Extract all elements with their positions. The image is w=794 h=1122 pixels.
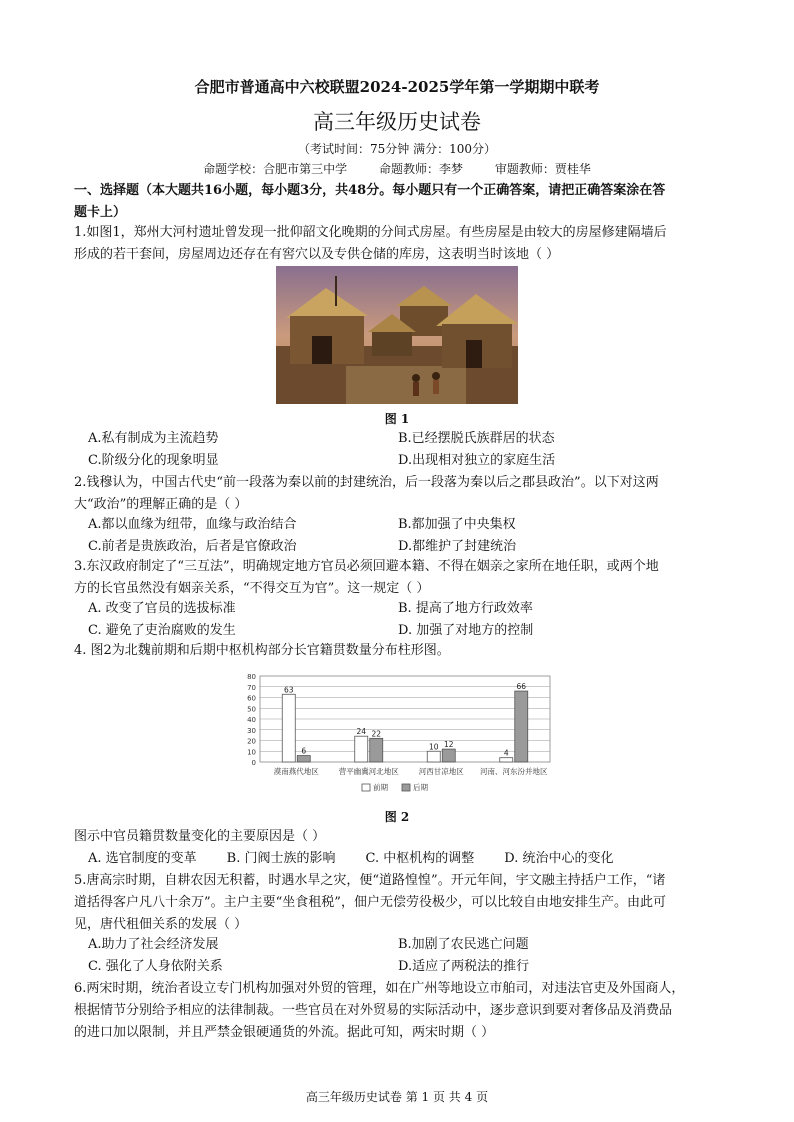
legend-swatch [362,784,370,791]
figure-1-caption: 图 1 [384,412,410,426]
y-tick-label: 30 [247,726,256,735]
option-c: C. 避免了吏治腐败的发生 [88,623,236,638]
legend-label: 前期 [373,783,388,792]
data-label: 12 [443,740,454,750]
y-tick-label: 80 [247,673,256,681]
option-b: B.已经摆脱氏族群居的状态 [398,431,555,446]
y-tick-label: 0 [251,759,256,767]
bar-前期-0 [282,694,295,762]
figure-1-image [276,266,518,404]
section-heading: 一、选择题（本大题共16小题，每小题3分，共48分。每小题只有一个正确答案，请把正确答案涂在答 题卡上） [74,183,666,220]
question-3-options [88,598,728,642]
y-tick-label: 60 [247,694,256,703]
author-line [0,160,794,177]
y-tick-label: 50 [247,705,256,714]
option-a: A. 选官制度的变革 [88,851,197,866]
category-label: 河南、河东汾并地区 [480,767,548,776]
bar-后期-2 [442,749,455,762]
bar-前期-1 [355,736,368,762]
category-label: 漠南燕代地区 [273,767,319,776]
y-tick-label: 40 [247,716,256,724]
y-tick-label: 20 [247,737,256,746]
option-b: B. 提高了地方行政效率 [398,601,533,616]
category-label: 河西甘凉地区 [418,767,464,776]
question-3-stem: 3.东汉政府制定了“三互法”，明确规定地方官员必须回避本籍、不得在姻亲之家所在地任职，或两个地 方的长官虽然没有姻亲关系，“不得交互为官”。这一规定（ ） [74,559,659,596]
figure-2-bar-chart [236,664,556,806]
author: 命题教师：李梦 [378,162,463,176]
option-d: D. 统治中心的变化 [504,851,614,866]
figure-2-caption: 图 2 [384,810,410,824]
option-b: B.都加强了中央集权 [398,517,516,532]
legend-label: 后期 [413,783,428,792]
option-d: D.出现相对独立的家庭生活 [398,453,556,468]
option-b: B. 门阀士族的影响 [226,851,336,866]
exam-info: （考试时间：75分钟 满分：100分） [298,142,496,156]
question-5-options [88,934,728,978]
question-5-stem: 5.唐高宗时期，自耕农因无积蓄，时遇水旱之灾，便“道路惶惶”。开元年间，宇文融主持括户工作，“诸 道括得客户凡八十余万”。主户主要“坐食租税”，佃户无偿劳役极少，可以比较自由地安排生产。由此可 见，唐代租佃关系的发展（ ） [74,873,666,932]
data-label: 4 [503,748,509,758]
option-c: C. 中枢机构的调整 [365,851,475,866]
question-4-question: 图示中官员籍贯数量变化的主要原因是（ ） [74,829,326,844]
school: 命题学校：合肥市第三中学 [203,162,348,176]
category-label: 营平幽冀河北地区 [338,767,399,776]
bar-后期-0 [297,756,310,762]
question-4-stem: 4. 图2为北魏前期和后期中枢机构部分长官籍贯数量分布柱形图。 [74,643,450,658]
option-a: A.都以血缘为纽带，血缘与政治结合 [88,517,297,532]
data-label: 66 [516,682,527,692]
option-b: B.加剧了农民逃亡问题 [398,937,529,952]
option-d: D. 加强了对地方的控制 [398,623,534,638]
option-d: D.适应了两税法的推行 [398,959,530,974]
question-2-stem: 2.钱穆认为，中国古代史“前一段落为秦以前的封建统治，后一段落为秦以后之郡县政治”。以下对这两 大“政治”的理解正确的是（ ） [74,475,659,512]
question-1-stem: 1.如图1，郑州大河村遗址曾发现一批仰韶文化晚期的分间式房屋。有些房屋是由较大的房屋修建隔墙后 形成的若干套间，房屋周边还存在有窖穴以及专供仓储的库房，这表明当时该地（ ） [74,225,667,262]
data-label: 63 [283,685,294,695]
legend-swatch [402,784,410,791]
data-label: 22 [371,729,382,739]
question-6-stem: 6.两宋时期，统治者设立专门机构加强对外贸的管理，如在广州等地设立市舶司，对违法官吏及外国商人， 根据情节分别给予相应的法律制裁。一些官员在对外贸易的实际活动中，逐步意识到要对奢侈品及消费品 的进口加以限制，并且严禁金银硬通货的外流。据此可知，两宋时期（ ） [74,981,685,1040]
bar-后期-1 [370,738,383,762]
page-footer: 高三年级历史试卷 第 1 页 共 4 页 [305,1090,489,1104]
option-d: D.都维护了封建统治 [398,539,517,554]
bar-前期-3 [500,758,513,762]
option-a: A.私有制成为主流趋势 [88,431,219,446]
reviewer: 审题教师：贾桂华 [494,162,591,176]
question-2-options [88,514,728,558]
data-label: 24 [356,727,367,737]
exam-title: 合肥市普通高中六校联盟2024-2025学年第一学期期中联考 [194,78,600,96]
option-a: A. 改变了官员的选拔标准 [88,601,236,616]
option-c: C. 强化了人身依附关系 [88,959,223,974]
exam-subtitle: 高三年级历史试卷 [313,110,481,134]
y-tick-label: 10 [247,748,256,757]
option-c: C.阶级分化的现象明显 [88,453,219,468]
option-c: C.前者是贵族政治，后者是官僚政治 [88,539,297,554]
question-1-options [88,428,728,472]
y-tick-label: 70 [247,683,256,692]
option-a: A.助力了社会经济发展 [88,937,219,952]
question-4-options [88,848,728,870]
data-label: 6 [301,746,307,756]
bar-前期-2 [427,751,440,762]
bar-后期-3 [515,691,528,762]
data-label: 10 [428,742,439,752]
